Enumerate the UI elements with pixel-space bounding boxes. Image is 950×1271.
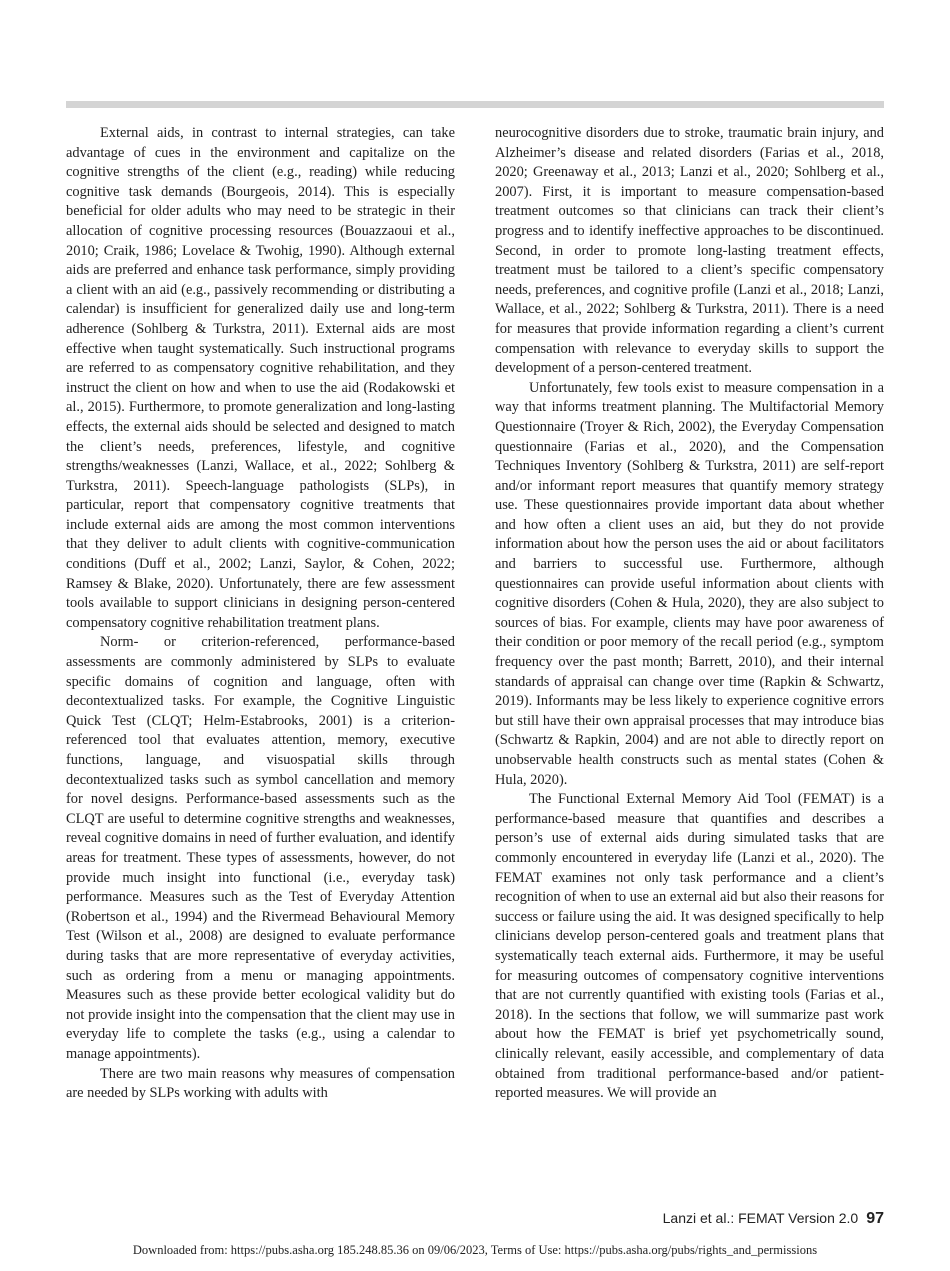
header-rule bbox=[66, 101, 884, 108]
right-column bbox=[495, 124, 884, 1104]
page-footer bbox=[663, 1210, 884, 1228]
paragraph: There are two main reasons why measures of compensation are needed by SLPs working with adults with bbox=[66, 1065, 455, 1102]
running-title: Lanzi et al.: FEMAT Version 2.0 bbox=[662, 1210, 859, 1226]
paragraph: neurocognitive disorders due to stroke, traumatic brain injury, and Alzheimer’s disease and related disorders (Farias et al., 2018, 2020; Greenaway et al., 2013; Lanzi et al., 2020; Sohlberg et al., 2007). First, it is important to measure compensation-based treatment outcomes so that clinicians can track their client’s progress and to identify ineffective approaches to be discontinued. Second, in order to promote long-lasting treatment effects, treatment must be tailored to a client’s specific compensatory needs, preferences, and cognitive profile (Lanzi et al., 2018; Lanzi, Wallace, et al., 2022; Sohlberg & Turkstra, 2011). There is a need for measures that provide information regarding a client’s current compensation with relevance to everyday skills to support the development of a person-centered treatment. bbox=[495, 125, 884, 377]
paragraph: Norm- or criterion-referenced, performance-based assessments are commonly administered by SLPs to evaluate specific domains of cognition and language, often with decontextualized tasks. For example, the Cognitive Linguistic Quick Test (CLQT; Helm-Estabrooks, 2001) is a criterion-referenced tool that evaluates attention, memory, executive functions, language, and visuospatial skills through decontextualized tasks such as symbol cancellation and memory for novel designs. Performance-based assessments such as the CLQT are useful to determine cognitive strengths and weaknesses, reveal cognitive domains in need of further evaluation, and identify areas for treatment. These types of assessments, however, do not provide much insight into functional (i.e., everyday task) performance. Measures such as the Test of Everyday Attention (Robertson et al., 1994) and the Rivermead Behavioural Memory Test (Wilson et al., 2008) are designed to evaluate performance during tasks that are more representative of everyday activities, such as ordering from a menu or managing appointments. Measures such as these provide better ecological validity but do not provide insight into the compensation that the client may use in everyday life to complete the tasks (e.g., using a calendar to manage appointments). bbox=[66, 634, 455, 1062]
paragraph: The Functional External Memory Aid Tool (FEMAT) is a performance-based measure that quantifies and describes a person’s use of external aids during simulated tasks that are commonly encountered in everyday life (Lanzi et al., 2020). The FEMAT examines not only task performance and a client’s recognition of when to use an external aid but also their reasons for success or failure using the aid. It was designed specifically to help clinicians develop person-centered goals and treatment plans that systematically teach external aids. Furthermore, it may be useful for measuring outcomes of compensatory cognitive interventions that are not currently quantified with existing tools (Farias et al., 2018). In the sections that follow, we will summarize past work about how the FEMAT is brief yet psychometrically sound, clinically relevant, easily accessible, and complementary of data obtained from traditional performance-based and/or patient-reported measures. We will provide an bbox=[495, 791, 884, 1102]
page-number: 97 bbox=[866, 1210, 884, 1227]
download-notice: Downloaded from: https://pubs.asha.org 185.248.85.36 on 09/06/2023, Terms of Use: https://pubs.asha.org/pubs/rights_and_permissions bbox=[132, 1243, 818, 1257]
paragraph: External aids, in contrast to internal strategies, can take advantage of cues in the environment and capitalize on the cognitive strengths of the client (e.g., reading) while reducing cognitive task demands (Bourgeois, 2014). This is especially beneficial for older adults who may need to be strategic in their allocation of cognitive processing resources (Bouazzaoui et al., 2010; Craik, 1986; Lovelace & Twohig, 1990). Although external aids are preferred and enhance task performance, simply providing a client with an aid (e.g., passively recommending or distributing a calendar) is insufficient for generalized daily use and long-term adherence (Sohlberg & Turkstra, 2011). External aids are most effective when taught systematically. Such instructional programs are referred to as compensatory cognitive rehabilitation, and they instruct the client on how and when to use the aid (Rodakowski et al., 2015). Furthermore, to promote generalization and long-lasting effects, the external aids should be selected and designed to match the client’s needs, preferences, lifestyle, and cognitive strengths/weaknesses (Lanzi, Wallace, et al., 2022; Sohlberg & Turkstra, 2011). Speech-language pathologists (SLPs), in particular, report that compensatory cognitive treatments that include external aids are among the most common interventions that they deliver to adult clients with cognitive-communication conditions (Duff et al., 2002; Lanzi, Saylor, & Cohen, 2022; Ramsey & Blake, 2020). Unfortunately, there are few assessment tools available to support clinicians in designing person-centered compensatory cognitive rehabilitation treatment plans. bbox=[66, 125, 455, 631]
paragraph: Unfortunately, few tools exist to measure compensation in a way that informs treatment planning. The Multifactorial Memory Questionnaire (Troyer & Rich, 2002), the Everyday Compensation questionnaire (Farias et al., 2020), and the Compensation Techniques Inventory (Sohlberg & Turkstra, 2011) are self-report and/or informant report measures that quantify memory strategy use. These questionnaires provide important data about whether and how often a client uses an aid, but they do not provide information about how the person uses the aid or about facilitators and barriers to successful use. Furthermore, although questionnaires can provide useful information about clients with cognitive disorders (Cohen & Hula, 2020), they are also subject to sources of bias. For example, clients may have poor awareness of their condition or poor memory of the recall period (e.g., symptom frequency over the past month; Barrett, 2010), and their internal standards of appraisal can change over time (Rapkin & Schwartz, 2019). Informants may be less likely to experience cognitive errors but still have their own appraisal processes that may introduce bias (Schwartz & Rapkin, 2004) and are not able to directly report on unobservable health constructs such as mental states (Cohen & Hula, 2020). bbox=[495, 379, 884, 788]
left-column bbox=[66, 124, 455, 1104]
